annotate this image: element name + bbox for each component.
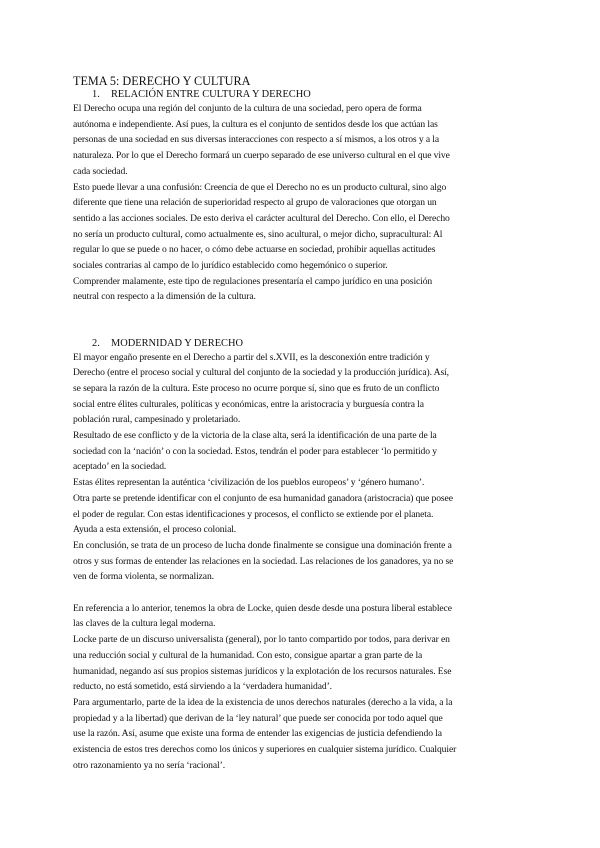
text-line: ven de forma violenta, se normalizan. (73, 571, 214, 583)
text-line: Ayuda a esta extensión, el proceso colonial. (73, 524, 237, 536)
section-heading-2 (73, 337, 533, 350)
text-line: humanidad, negando así sus propios sistemas jurídicos y la explotación de los recursos naturales. Ese (73, 665, 452, 677)
text-line: diferente que tiene una relación de superioridad respecto al grupo de valoraciones que otorgan un (73, 197, 437, 209)
text-line: sociales contrarias al campo de lo jurídico establecido como hegemónico o superior. (73, 260, 388, 272)
section-number-1: 1. (92, 89, 100, 100)
text-line: otros y sus formas de entender las relaciones en la sociedad. Las relaciones de los ganadores, ya no se (73, 555, 454, 567)
text-line: naturaleza. Por lo que el Derecho formará un cuerpo separado de ese universo cultural en el que vive (73, 150, 450, 162)
text-line: aceptado’ en la sociedad. (73, 461, 167, 473)
text-line: sentido a las acciones sociales. De esto deriva el carácter acultural del Derecho. Con ello, el Derecho (73, 212, 450, 224)
text-line: reducto, no está sometido, está sirviendo a la ‘verdadera humanidad’. (73, 681, 332, 693)
blank-line (73, 585, 533, 601)
text-line: el poder de regular. Con estas identificaciones y procesos, el conflicto se extiende por el planeta. (73, 508, 434, 520)
text-line: Locke parte de un discurso universalista (general), por lo tanto compartido por todos, para derivar en (73, 634, 450, 646)
text-line: sociedad con la ‘nación’ o con la sociedad. Estos, tendrán el poder para establecer ‘lo permitido y (73, 445, 437, 457)
text-line: El Derecho ocupa una región del conjunto de la cultura de una sociedad, pero opera de forma (73, 103, 422, 114)
section-heading-1 (73, 88, 533, 101)
text-line: Para argumentarlo, parte de la idea de la existencia de unos derechos naturales (derecho a la vida, a la (73, 696, 453, 708)
document-body (73, 74, 533, 773)
text-line: En referencia a lo anterior, tenemos la obra de Locke, quien desde desde una postura liberal establece (73, 602, 452, 614)
text-line: En conclusión, se trata de un proceso de lucha donde finalmente se consigue una dominación frente a (73, 539, 452, 551)
text-line: El mayor engaño presente en el Derecho a partir del s.XVII, es la desconexión entre tradición y (73, 351, 430, 363)
text-line: una reducción social y cultural de la humanidad. Con esto, consigue apartar a gran parte de la (73, 649, 423, 661)
text-line: cada sociedad. (73, 165, 128, 177)
text-line: Resultado de ese conflicto y de la victoria de la clase alta, será la identificación de una parte de la (73, 430, 437, 442)
document-title: TEMA 5: DERECHO Y CULTURA (73, 74, 251, 88)
text-line: personas de una sociedad en sus diversas interacciones con respecto a sí mismos, a los otros y a la (73, 134, 440, 146)
text-line: población rural, campesinado y proletariado. (73, 414, 241, 426)
text-line: social entre élites culturales, políticas y económicas, entre la aristocracia y burguesía contra la (73, 398, 424, 410)
text-line: Otra parte se pretende identificar con el conjunto de esa humanidad ganadora (aristocracia) que posee (73, 492, 453, 504)
section-body-2 (73, 350, 533, 774)
section-body-1 (73, 101, 533, 305)
text-line: Comprender malamente, este tipo de regulaciones presentaría el campo jurídico en una posición (73, 275, 433, 287)
text-line: se separa la razón de la cultura. Este proceso no ocurre porque sí, sino que es fruto de un conflicto (73, 382, 440, 394)
text-line: regular lo que se puede o no hacer, o cómo debe actuarse en sociedad, prohibir aquellas actitudes (73, 244, 436, 256)
text-line: propiedad y a la libertad) que derivan de la ‘ley natural’ que puede ser conocida por todo aquel que (73, 712, 443, 724)
text-line: las claves de la cultura legal moderna. (73, 618, 216, 630)
section-title-1: RELACIÓN ENTRE CULTURA Y DERECHO (111, 89, 311, 100)
text-line: Derecho (entre el proceso social y cultural del conjunto de la sociedad y la producción jurídica). Así, (73, 367, 449, 379)
text-line: no sería un producto cultural, como actualmente es, sino acultural, o mejor dicho, supracultural: Al (73, 228, 443, 240)
section-title-2: MODERNIDAD Y DERECHO (111, 337, 243, 349)
text-line: use la razón. Así, asume que existe una forma de entender las exigencias de justicia defendiendo la (73, 728, 442, 740)
text-line: neutral con respecto a la dimensión de la cultura. (73, 291, 256, 303)
text-line: autónoma e independiente. Así pues, la cultura es el conjunto de sentidos desde los que actúan las (73, 118, 438, 130)
text-line: existencia de estos tres derechos como los únicos y superiores en cualquier sistema jurídico. Cualquier (73, 744, 457, 756)
text-line: otro razonamiento ya no sería ‘racional’. (73, 759, 225, 771)
text-line: Estas élites representan la auténtica ‘civilización de los pueblos europeos’ y ‘género humano’. (73, 477, 425, 489)
section-number-2: 2. (92, 337, 100, 349)
text-line: Esto puede llevar a una confusión: Creencia de que el Derecho no es un producto cultural, sino algo (73, 181, 447, 193)
